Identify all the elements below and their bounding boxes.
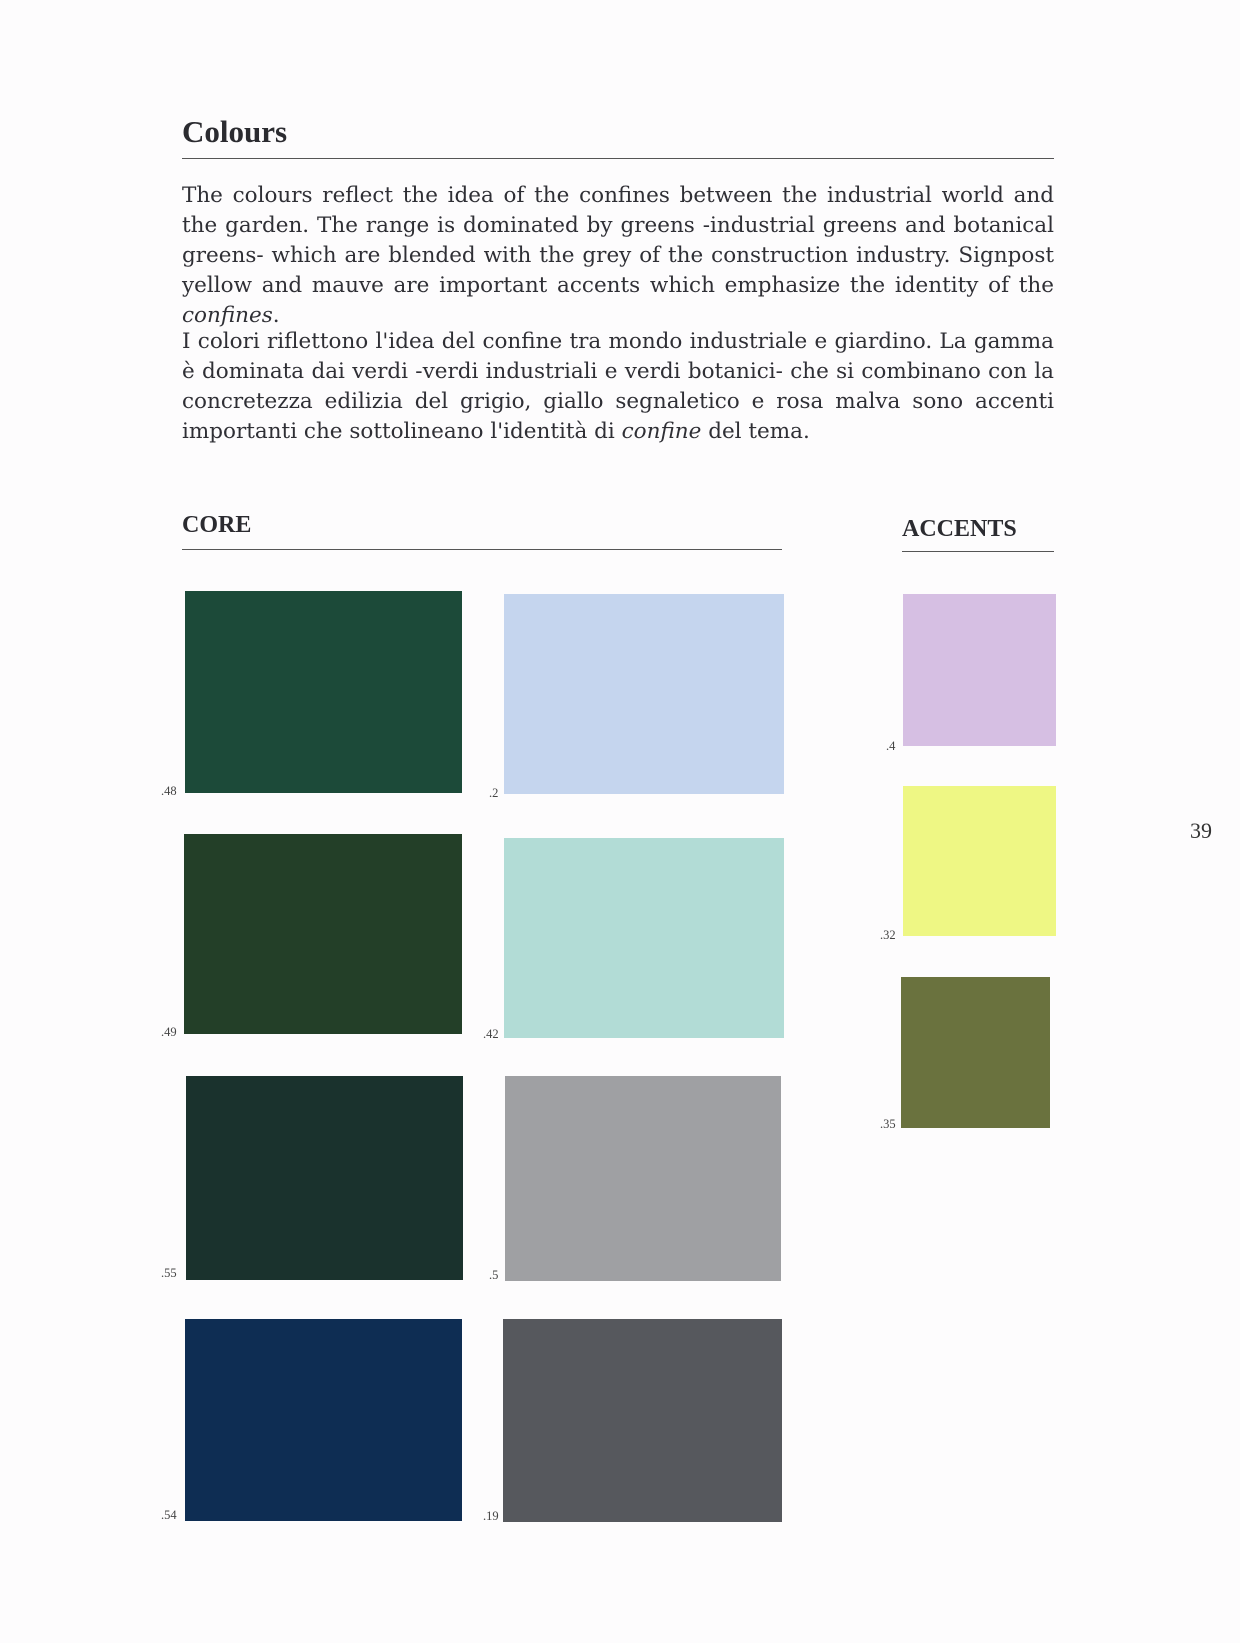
core-swatch-49 [184,834,462,1034]
accent-swatch-4 [903,594,1056,746]
core-code-54: .54 [161,1508,177,1522]
accent-code-32: .32 [880,928,896,942]
accent-swatch-35 [901,977,1050,1128]
core-code-2: .2 [489,786,499,800]
core-code-5: .5 [489,1268,499,1282]
intro-italian-end: del tema. [701,419,810,444]
intro-english-emphasis: confines [182,303,273,328]
page-title: Colours [182,114,288,149]
intro-english [182,181,1054,331]
intro-english-text: The colours reflect the idea of the confines between the industrial world and the garden. The range is dominated by greens -industrial greens and botanical greens- which are blended with the grey of the construction industry. Signpost yellow and mauve are important accents which emphasize the identity of the [182,183,1054,298]
accent-swatch-32 [903,786,1056,936]
accents-rule [902,551,1054,552]
intro-english-end: . [272,303,280,328]
accent-code-4: .4 [886,739,896,753]
core-swatch-5 [505,1076,781,1281]
accent-code-35: .35 [880,1117,896,1131]
title-rule [182,158,1054,159]
core-code-49: .49 [161,1025,177,1039]
core-swatch-48 [185,591,462,793]
accents-heading: ACCENTS [902,516,1017,542]
core-swatch-42 [504,838,784,1038]
core-rule [182,549,782,550]
intro-italian-text: I colori riflettono l'idea del confine tra mondo industriale e giardino. La gamma è dominata dai verdi -verdi industriali e verdi botanici- che si combinano con la concretezza edilizia del grigio, giallo segnaletico e rosa malva sono accenti importanti che sottolineano l'identità di [182,329,1054,444]
intro-italian-emphasis: confine [621,419,702,444]
page-number: 39 [1190,818,1212,843]
core-code-19: .19 [483,1509,499,1523]
core-swatch-54 [185,1319,462,1521]
core-code-42: .42 [483,1027,499,1041]
core-heading: CORE [182,512,252,538]
core-code-55: .55 [161,1266,177,1280]
intro-italian [182,327,1054,447]
core-swatch-55 [186,1076,463,1280]
core-swatch-2 [504,594,784,794]
core-swatch-19 [503,1319,782,1522]
core-code-48: .48 [161,784,177,798]
